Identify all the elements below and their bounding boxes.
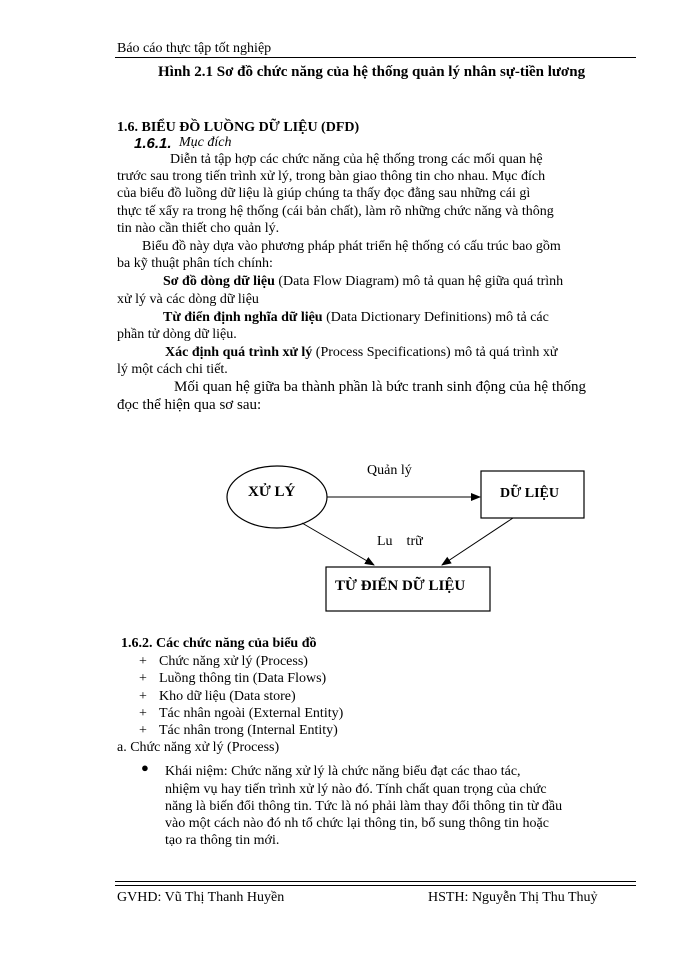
- footer-student: HSTH: Nguyễn Thị Thu Thuỷ: [428, 890, 598, 905]
- item-rest: (Data Flow Diagram) mô tả quan hệ giữa quá trình: [278, 274, 564, 289]
- para3-line: đọc thể hiện qua sơ sau:: [117, 397, 262, 413]
- bullet-item: [139, 654, 308, 670]
- bullet-item: [139, 723, 338, 739]
- para1-line: tin nào cần thiết cho quản lý.: [117, 221, 280, 236]
- para3-line: Mối quan hệ giữa ba thành phần là bức tranh sinh động của hệ thống: [174, 379, 586, 395]
- para2-line: Biểu đồ này dựa vào phương pháp phát triển hệ thống có cấu trúc bao gồm: [142, 239, 561, 254]
- section-heading-1-6: 1.6. BIỂU ĐỒ LUỒNG DỮ LIỆU (DFD): [117, 120, 360, 135]
- item-rest: (Data Dictionary Definitions) mô tả các: [326, 310, 549, 325]
- arrow-label-manage: Quản lý: [367, 463, 412, 478]
- para1-line: trước sau trong tiến trình xử lý, trong bàn giao thông tin cho nhau. Mục đích: [117, 169, 546, 184]
- concept-line: tạo ra thông tin mới.: [165, 833, 280, 848]
- process-label: XỬ LÝ: [248, 484, 296, 500]
- item-line2: xử lý và các dòng dữ liệu: [117, 292, 259, 307]
- item-line2: phần tử dòng dữ liệu.: [117, 327, 237, 342]
- bullet-item: [139, 689, 296, 705]
- bullet-text: Tác nhân trong (Internal Entity): [159, 723, 338, 738]
- plus-bullet-icon: +: [139, 723, 147, 738]
- para1-line: thực tế xẩy ra trong hệ thống (cái bản chất), làm rõ những chức năng và thông: [117, 204, 554, 219]
- subsection-title: Mục đích: [179, 135, 232, 150]
- plus-bullet-icon: +: [139, 654, 147, 669]
- data-store-label: DỮ LIỆU: [500, 486, 559, 501]
- bullet-text: Kho dữ liệu (Data store): [159, 689, 296, 704]
- footer-advisor: GVHD: Vũ Thị Thanh Huyền: [117, 890, 285, 905]
- para1-line: Diễn tả tập hợp các chức năng của hệ thống trong các mối quan hệ: [170, 152, 543, 167]
- subheading-a: a. Chức năng xử lý (Process): [117, 740, 280, 755]
- arrow-process-to-dictionary: [302, 523, 374, 565]
- plus-bullet-icon: +: [139, 671, 147, 686]
- concept-line: nhiệm vụ hay tiến trình xử lý nào đó. Tính chất quan trọng của chức: [165, 782, 547, 797]
- item-bold: Từ điển định nghĩa dữ liệu: [163, 310, 323, 325]
- para2-line: ba kỹ thuật phân tích chính:: [117, 256, 273, 271]
- section-heading-1-6-2: 1.6.2. Các chức năng của biểu đồ: [121, 636, 317, 651]
- bullet-text: Chức năng xử lý (Process): [159, 654, 308, 669]
- concept-line: Khái niệm: Chức năng xử lý là chức năng biểu đạt các thao tác,: [165, 764, 521, 779]
- subsection-number: 1.6.1.: [134, 135, 172, 152]
- arrow-label-store: Lu trữ: [377, 534, 423, 549]
- dictionary-label: TỪ ĐIỂN DỮ LIỆU: [335, 578, 466, 594]
- bullet-text: Luồng thông tin (Data Flows): [159, 671, 327, 686]
- arrow-data-to-dictionary: [442, 518, 513, 565]
- plus-bullet-icon: +: [139, 706, 147, 721]
- dot-bullet-icon: ●: [141, 760, 149, 775]
- plus-bullet-icon: +: [139, 689, 147, 704]
- item-line2: lý một cách chi tiết.: [117, 362, 228, 377]
- para1-line: của biểu đồ luồng dữ liệu là giúp chúng ta thấy đọc đằng sau những cái gì: [117, 186, 531, 201]
- bullet-text: Tác nhân ngoài (External Entity): [159, 706, 344, 721]
- concept-line: vào một cách nào đó nh tổ chức lại thông tin, bổ sung thông tin hoặc: [165, 816, 549, 831]
- page-header-title: Báo cáo thực tập tốt nghiệp: [117, 41, 272, 56]
- bullet-item: [139, 671, 326, 687]
- item-rest: (Process Specifications) mô tả quá trình xử: [315, 345, 558, 360]
- figure-caption: Hình 2.1 Sơ đồ chức năng của hệ thống quản lý nhân sự-tiền lương: [158, 64, 586, 80]
- footer-rule-bottom: [115, 885, 636, 886]
- bullet-item: [139, 706, 343, 722]
- footer-rule-top: [115, 881, 636, 882]
- concept-line: năng là biến đổi thông tin. Tức là nó phải làm thay đổi thông tin từ đầu: [165, 799, 563, 814]
- item-bold: Xác định quá trình xử lý: [165, 345, 313, 360]
- item-bold: Sơ đồ dòng dữ liệu: [163, 274, 275, 289]
